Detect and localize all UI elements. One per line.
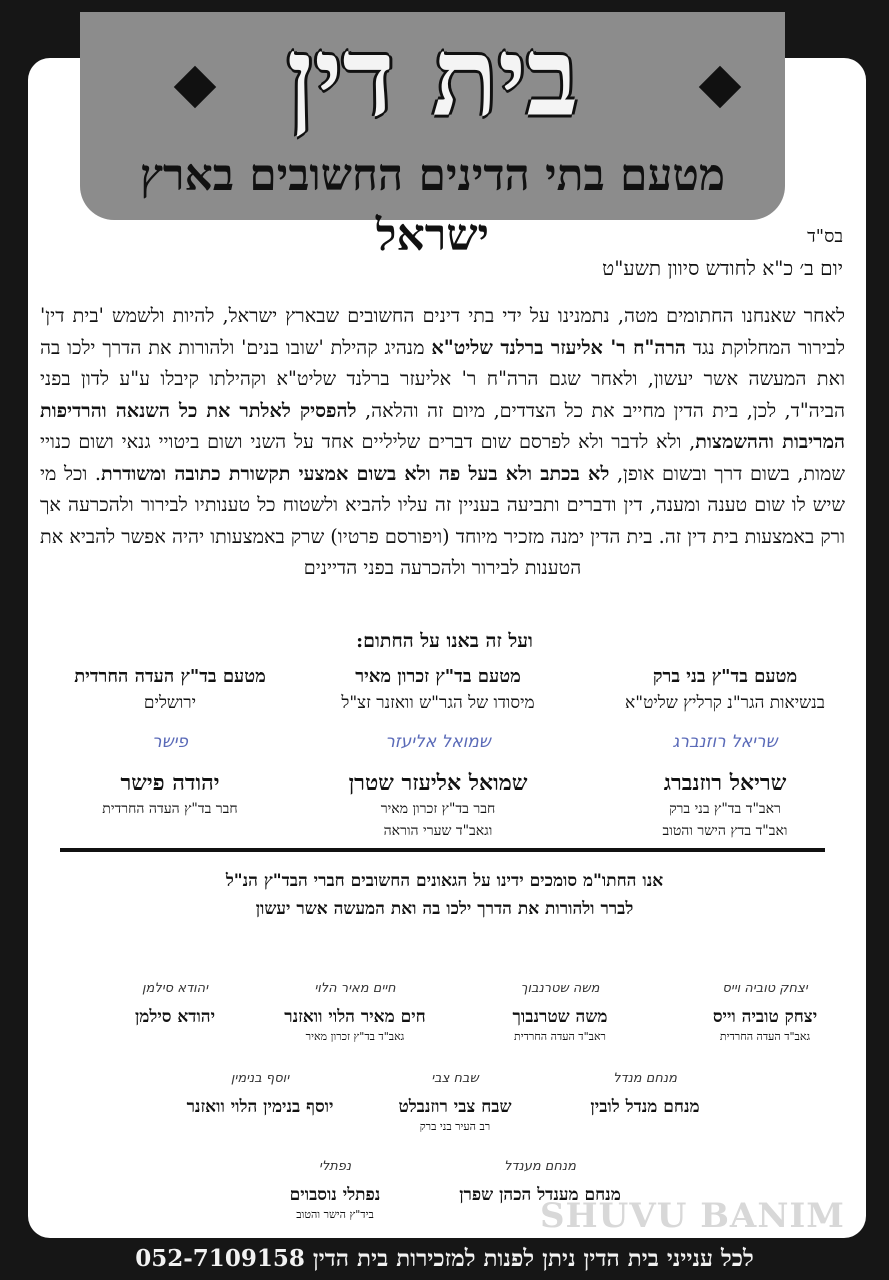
signature: פישר — [151, 732, 189, 752]
header-banner — [80, 12, 785, 261]
signer-block: מנחם מענדל מנחם מענדל הכהן שפרן — [430, 1150, 650, 1206]
signature: יצחק טוביה וייס — [722, 981, 808, 996]
signature: חיים מאיר הלוי — [314, 981, 396, 996]
divider — [60, 848, 825, 852]
signer-block: מנחם מנדל מנחם מנדל לובין — [560, 1062, 730, 1118]
judge-block: מטעם בד"ץ בני ברק בנשיאות הגר"נ קרליץ שליט"א שריאל רוזנברג שריאל רוזנברג ראב"ד בד"ץ בני ברק ואב"ד בדץ הישר והטוב — [585, 664, 865, 842]
signer-block: יוסף בנימין יוסף בנימין הלוי וואזנר — [160, 1062, 360, 1118]
signature: משה שטרנבוך — [520, 981, 600, 996]
watermark-logo: SHUVU BANIM — [540, 1196, 845, 1236]
judge-block: מטעם בד"ץ העדה החרדית ירושלים פישר יהודה פישר חבר בד"ץ העדה החרדית — [30, 664, 310, 820]
signature: שמואל אליעזר — [385, 732, 491, 752]
signer-block: נפתלי נפתלי נוסבוים ביד"ץ הישר והטוב — [250, 1150, 420, 1224]
page-subtitle: מטעם בתי הדינים החשובים בארץ ישראל — [139, 150, 726, 261]
signer-block: שבח צבי שבח צבי רוזנבלט רב העיר בני ברק — [370, 1062, 540, 1136]
page-title: בית דין — [286, 15, 579, 141]
signature: יהודא סילמן — [142, 981, 208, 996]
signer-block: חיים מאיר הלוי חים מאיר הלוי וואזנר גאב"ד בד"ץ זכרון מאיר — [270, 972, 440, 1046]
seal-heading: ועל זה באנו על החתום: — [356, 630, 533, 652]
signature: מנחם מענדל — [504, 1159, 576, 1174]
endorsement-line: לברר ולהורות את הדרך ילכו בה ואת המעשה אשר יעשון — [255, 899, 634, 919]
bsd-mark: בס"ד — [807, 226, 843, 247]
judge-block: מטעם בד"ץ זכרון מאיר מיסודו של הגר"ש וואזנר זצ"ל שמואל אליעזר שמואל אליעזר שטרן חבר בד"ץ זכרון מאיר וגאב"ד שערי הוראה — [298, 664, 578, 842]
signer-block: יצחק טוביה וייס יצחק טוביה וייס גאב"ד העדה החרדית — [680, 972, 850, 1046]
document-date: יום ב׳ כ"א לחודש סיוון תשע"ט — [602, 256, 843, 280]
signer-block: יהודא סילמן יהודא סילמן — [90, 972, 260, 1028]
judge-name: שריאל רוזנברג — [663, 770, 787, 796]
judge-name: שמואל אליעזר שטרן — [348, 770, 528, 796]
signer-block: משה שטרנבוך משה שטרנבוך ראב"ד העדה החרדית — [475, 972, 645, 1046]
ruling-text: לאחר שאנחנו החתומים מטה, נתמנינו על ידי בתי דינים החשובים שבארץ ישראל, להיות ולשמש 'בית דין' לבירור המחלוקת נגד הרה"ח ר' אליעזר ברלנד שליט"א מנהיג קהילת 'שובו בנים' ולהורות את הדרך ילכו בה ואת המעשה אשר יעשון, ולאחר שגם הרה"ח ר' אליעזר ברלנד שליט"א וקהילתו קיבלו ע"ע לדון בפני הביה"ד, לכן, בית הדין מחייב את כל הצדדים, מיום זה והלאה, להפסיק לאלתר את כל השנאה והרדיפות המריבות וההשמצות, ולא לדבר ולא לפרסם שום דברים שליליים אחד על השני ושום ביטויי גנאי ושום כנויי שמות, בשום דרך ובשום אופן, לא בכתב ולא בעל פה ולא בשום אמצעי תקשורת כתובה ומשודרת. וכל מי שיש לו שום טענה ומענה, דין ודברים ותביעה בעניין זה עליו להביא ולשטוח כל טענותיו לבירור ולהכרעה אך ורק באמצעות בית דין זה. בית הדין ימנה מזכיר מיוחד (ויפורסם פרטיו) שרק באמצעותו יהיה אפשר להביא את הטענות לבירור ולהכרעה בפני הדיינים — [40, 304, 846, 579]
signature: שריאל רוזנברג — [672, 732, 778, 752]
signature: יוסף בנימין — [230, 1071, 290, 1086]
endorsement-line: אנו החתו"מ סומכים ידינו על הגאונים החשובים חברי הבד"ץ הנ"ל — [225, 871, 664, 891]
signature: נפתלי — [318, 1159, 352, 1174]
signature: מנחם מנדל — [613, 1071, 677, 1086]
judge-name: יהודה פישר — [120, 770, 220, 796]
footer-contact: לכל ענייני בית הדין ניתן לפנות למזכירות בית הדין 052-7109158 — [135, 1245, 754, 1272]
signature: שבח צבי — [431, 1071, 479, 1086]
